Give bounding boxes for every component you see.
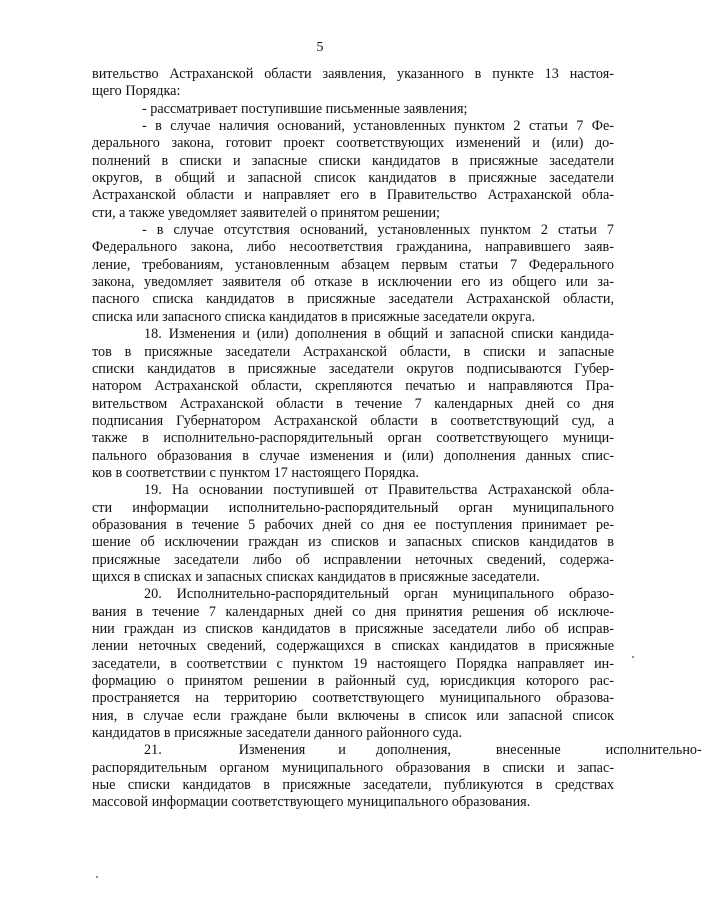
text-line: кандидатов в присяжные заседатели данного районного суда.: [92, 725, 463, 742]
paragraph-21-first-line: [92, 742, 702, 759]
scan-speck: [632, 656, 634, 658]
text-line: списки кандидатов в присяжные заседатели округов подписываются Губер-: [92, 360, 614, 377]
text-line: натором Астраханской области, скрепляются печатью и направляются Пра-: [92, 378, 614, 395]
text-line: пального образования в случае изменения и (или) дополнения данных спис-: [92, 447, 614, 464]
p21-number: 21.: [144, 742, 162, 759]
text-line: 18. Изменения и (или) дополнения в общий и запасной списки кандида-: [144, 326, 614, 343]
text-line: сти, а также уведомляет заявителей о принятом решении;: [92, 204, 441, 221]
text-line: нии граждан из списков кандидатов в присяжные заседатели либо об исправ-: [92, 621, 614, 637]
body-lines: [92, 66, 614, 742]
text-line: лении неточных сведений, содержащихся в списках кандидатов в присяжные: [92, 638, 614, 655]
text-line: округов, в общий и запасной список кандидатов в присяжные заседатели: [92, 170, 614, 187]
text-line: щего Порядка:: [92, 83, 181, 100]
text-line: заседатели, в соответствии с пунктом 19 настоящего Порядка направляет ин-: [92, 655, 614, 672]
text-line: Федерального закона, либо несоответствия гражданина, направившего заяв-: [92, 239, 614, 256]
text-line: вания в течение 7 календарных дней со дня принятия решения об исключе-: [92, 603, 614, 620]
p21-word: дополнения,: [375, 742, 451, 759]
text-line: формацию о принятом решении в районный суд, юрисдикция которого рас-: [92, 673, 614, 690]
scan-speck: [96, 876, 98, 878]
text-line: щихся в списках и запасных списках кандидатов в присяжные заседатели.: [92, 568, 540, 585]
text-line: ные списки кандидатов в присяжные заседатели, публикуются в средствах: [92, 777, 614, 794]
text-line: закона, уведомляет заявителя об отказе в исключении его из общего или за-: [92, 274, 614, 291]
p21-word: и: [338, 742, 346, 759]
text-line: списка или запасного списка кандидатов в присяжные заседатели округа.: [92, 308, 536, 325]
text-line: - в случае наличия оснований, установленных пунктом 2 статьи 7 Фе-: [142, 118, 614, 135]
text-line: 20. Исполнительно-распорядительный орган муниципального образо-: [144, 586, 614, 603]
text-line: также в исполнительно-распорядительный орган соответствующего муници-: [92, 430, 614, 447]
text-line: полнений в списки и запасные списки кандидатов в присяжные заседатели: [92, 152, 614, 169]
text-line: ния, в случае если граждане были включены в список или запасной список: [92, 707, 614, 724]
text-line: подписания Губернатором Астраханской области в соответствующий суд, а: [92, 412, 614, 429]
text-line: ление, требованиям, установленным абзацем первым статьи 7 Федерального: [92, 256, 614, 273]
text-line: - в случае отсутствия оснований, установленных пунктом 2 статьи 7: [142, 222, 614, 239]
text-line: распорядительным органом муниципального образования в списки и запас-: [92, 759, 614, 776]
text-line: дерального закона, готовит проект соответствующих изменений и (или) до-: [92, 135, 614, 152]
text-line: вительство Астраханской области заявления, указанного в пункте 13 настоя-: [92, 66, 614, 82]
text-line: пасного списка кандидатов в присяжные заседатели Астраханской области,: [92, 291, 614, 308]
page-number: 5: [316, 40, 324, 55]
text-line: 19. На основании поступившей от Правительства Астраханской обла-: [144, 482, 614, 499]
text-line: образования в течение 5 рабочих дней со дня ее поступления принимает ре-: [92, 516, 614, 533]
p21-word: исполнительно-: [605, 742, 702, 759]
text-line: ков в соответствии с пунктом 17 настоящего Порядка.: [92, 464, 419, 481]
text-line: тов в присяжные заседатели Астраханской области, в списки и запасные: [92, 343, 614, 360]
text-line: Астраханской области и направляет его в Правительство Астраханской обла-: [92, 187, 614, 204]
text-line: шение об исключении граждан из списков и запасных списков кандидатов в: [92, 534, 614, 551]
text-line: пространяется на территорию соответствующего муниципального образова-: [92, 690, 614, 707]
paragraph-21-lines: [92, 760, 614, 812]
text-line: - рассматривает поступившие письменные заявления;: [142, 100, 468, 117]
p21-word: внесенные: [495, 742, 561, 759]
text-line: присяжные заседатели либо об исправлении неточных сведений, содержа-: [92, 551, 614, 568]
p21-word: Изменения: [238, 742, 306, 759]
text-line: массовой информации соответствующего муниципального образования.: [92, 794, 531, 811]
document-body: [92, 66, 702, 812]
text-line: вительством Астраханской области в течение 7 календарных дней со дня: [92, 395, 614, 412]
text-line: сти информации исполнительно-распорядительный орган муниципального: [92, 499, 614, 516]
